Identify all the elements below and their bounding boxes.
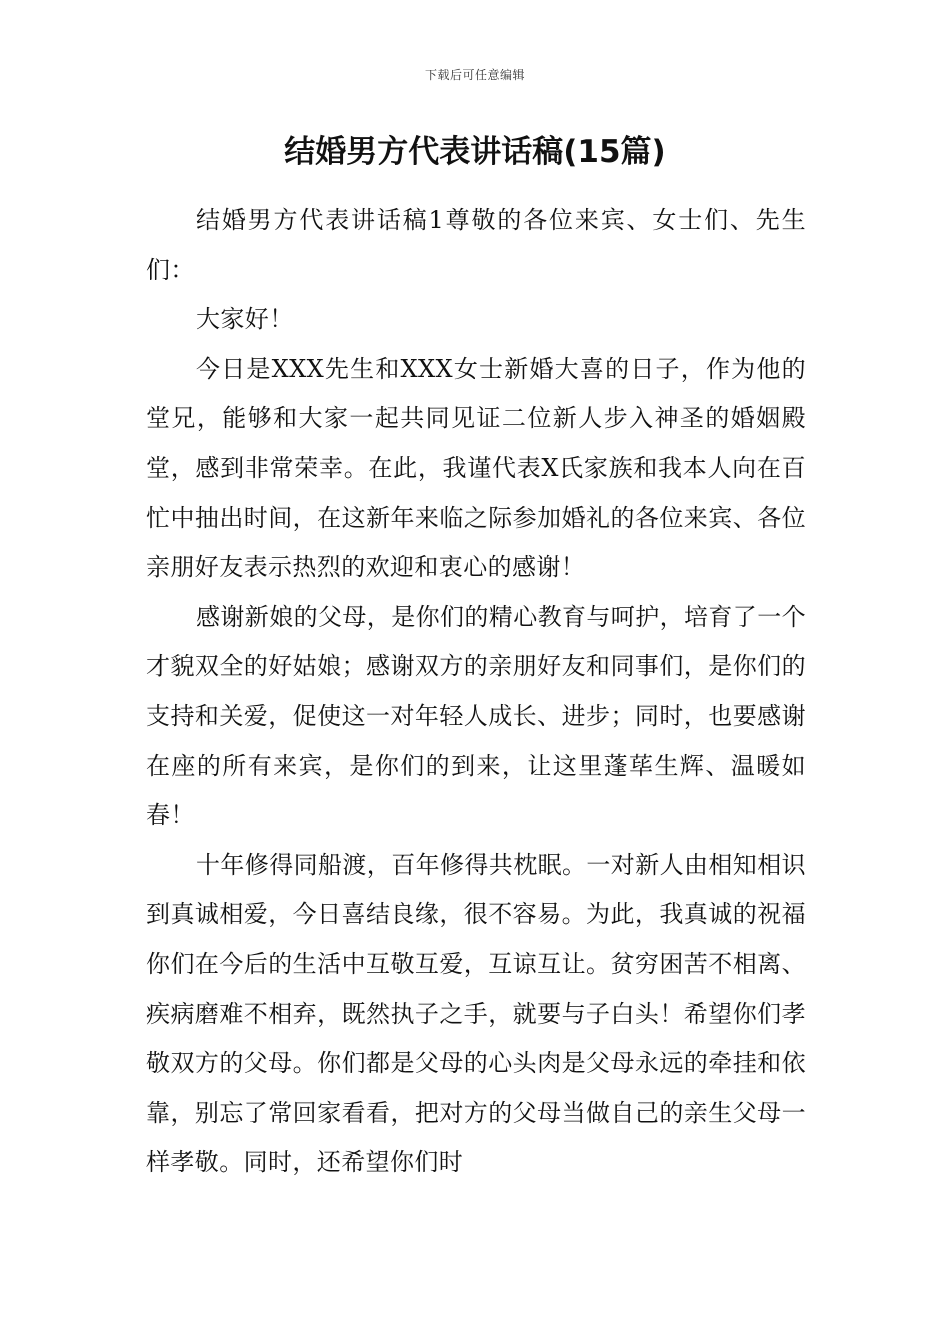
paragraph-blessing: 十年修得同船渡，百年修得共枕眠。一对新人由相知相识到真诚相爱，今日喜结良缘，很不容易。为此，我真诚的祝福你们在今后的生活中互敬互爱，互谅互让。贫穷困苦不相离、疾病磨难不相弃，既然执子之手，就要与子白头！希望你们孝敬双方的父母。你们都是父母的心头肉是父母永远的牵挂和依靠，别忘了常回家看看，把对方的父母当做自己的亲生父母一样孝敬。同时，还希望你们时: [146, 850, 806, 1177]
paragraph-greeting-line: 结婚男方代表讲话稿1尊敬的各位来宾、女士们、先生们：: [146, 206, 806, 284]
paragraph-welcome: 今日是XXX先生和XXX女士新婚大喜的日子，作为他的堂兄，能够和大家一起共同见证二位新人步入神圣的婚姻殿堂，感到非常荣幸。在此，我谨代表X氏家族和我本人向在百忙中抽出时间，在这新年来临之际参加婚礼的各位来宾、各位亲朋好友表示热烈的欢迎和衷心的感谢！: [146, 354, 806, 582]
header-note: 下载后可任意编辑: [424, 68, 525, 82]
paragraph-hello: 大家好！: [196, 305, 294, 334]
document-body: [146, 196, 806, 1188]
document-title: 结婚男方代表讲话稿(15篇): [284, 134, 666, 170]
paragraph-thanks: 感谢新娘的父母，是你们的精心教育与呵护，培育了一个才貌双全的好姑娘；感谢双方的亲朋好友和同事们，是你们的支持和关爱，促使这一对年轻人成长、进步；同时，也要感谢在座的所有来宾，是你们的到来，让这里蓬荜生辉、温暖如春！: [146, 602, 806, 830]
